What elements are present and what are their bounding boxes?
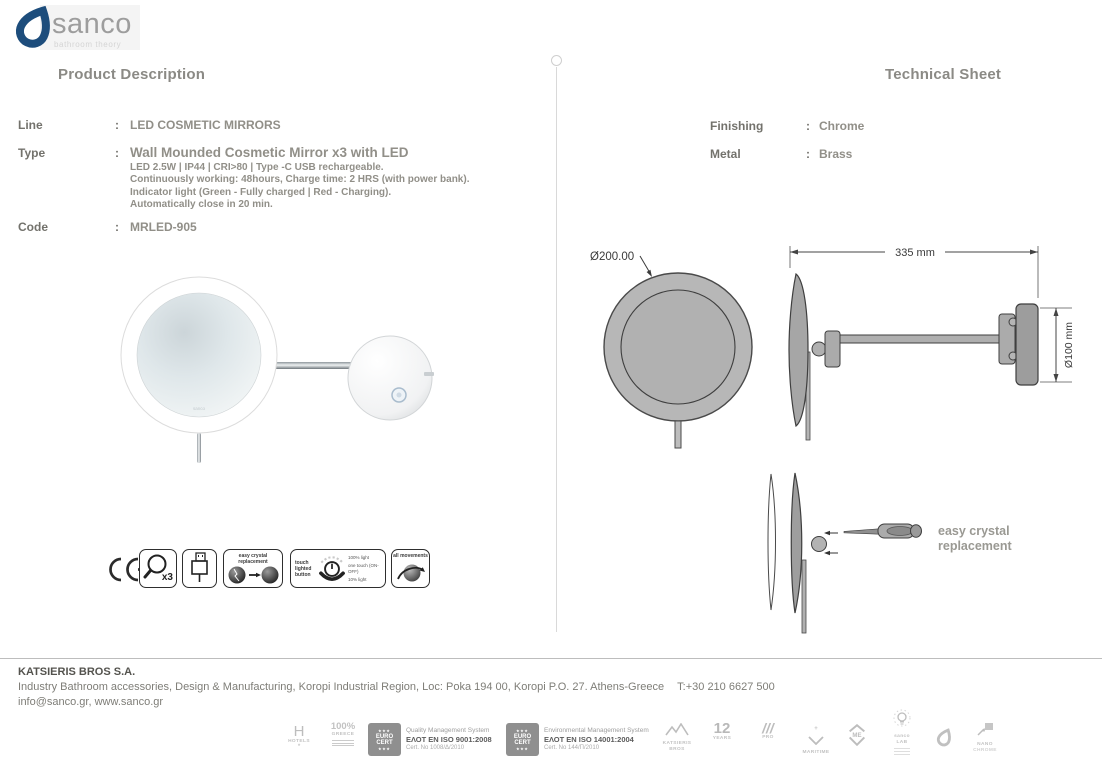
eurocert-seal: ★★★ EURO CERT ★★★ [368,723,401,756]
badge-maritime: + MARITIME [802,726,830,755]
replacement-caption: easy crystal replacement [938,524,1012,553]
usb-feature-box [182,549,217,588]
badge-me [840,724,874,751]
touch-button-feature-box: touch lighted button 100% light one touch (ON-OFF) 10% light [290,549,386,588]
front-view-drawing [582,238,792,460]
lightbulb-icon [892,709,912,729]
usb-plug-icon [184,550,215,585]
leader-arrow [647,270,652,277]
product-photo-mirror [118,266,453,486]
wall-plate [348,336,432,420]
badge-sanco-lab: sanco LAB [884,709,920,755]
field-code-value: MRLED-905 [130,220,197,234]
type-detail-line: Continuously working: 48hours, Charge time: 2 HRS (with power bank). [130,174,470,186]
badge-12-years: 12 YEARS [712,720,732,741]
movements-feature-box [391,549,430,588]
all-movements-icon [394,559,428,585]
back-crystal-outline [768,474,776,610]
field-code-colon: : [115,220,119,234]
brand-name: sanco [52,8,132,40]
sanco-drop-icon [10,4,58,54]
crystal-feature-box: easy crystal replacement [223,549,283,588]
badge-nano-chrome: NANO CHROME [962,722,1008,754]
usb-port [424,372,434,376]
badge-pro: /// PRO [762,720,774,740]
field-line-label: Line [18,118,43,132]
brand-tagline: bathroom theory [54,40,122,49]
side-view-drawing [780,232,1092,467]
badge-iso-9001: ★★★ EURO CERT ★★★ Quality Management System ΕΛΟΤ EN ISO 9001:2008 Cert. No 1008/Δ/2010 [368,723,492,756]
crystal-screw [812,537,827,552]
product-description-title: Product Description [58,66,206,83]
field-line-colon: : [115,118,119,132]
lab-fineprint-lines [894,748,910,755]
magnification-label: x3 [161,572,173,583]
mirror-stem [197,433,201,463]
badge-katsieris-bros: KATSIERIS BROS [653,723,701,753]
type-detail-line: LED 2.5W | IP44 | CRI>80 | Type -C USB rechargeable. [130,162,384,173]
field-line-value: LED COSMETIC MIRRORS [130,118,281,132]
badge-100-greece: 100% GREECE [322,722,364,746]
drop-ring-glyph [933,727,955,751]
touch-dial-icon [316,553,348,585]
movements-label: all movements [393,553,428,559]
vertical-divider [556,67,557,632]
field-type-value: Wall Mounded Cosmetic Mirror x3 with LED [130,145,409,160]
mount-diameter-label: Ø100 mm [1063,321,1075,369]
field-metal-label: Metal [710,147,741,161]
footer-company: KATSIERIS BROS S.A. [18,666,136,678]
greece-stripes-glyph [332,740,354,746]
footer-address-row [18,681,775,693]
footer-phone: T:+30 210 6627 500 [677,681,775,693]
side-mirror-profile [789,274,808,426]
footer-address: Industry Bathroom accessories, Design & Manufacturing, Koropi Industrial Region, Loc: Poka 194 00, Koropi P.O. 27. Athens-Greece [18,681,665,693]
technical-sheet-title: Technical Sheet [885,66,1002,83]
side-ball-joint [812,342,826,356]
crystal-replacement-drawing [740,460,950,645]
badge-hotels: H HOTELS * [288,723,310,750]
screwdriver-shaft [844,529,879,534]
svg-text:ME: ME [852,731,862,739]
mirror-body-profile [791,473,802,613]
type-details [130,162,469,212]
type-detail-line: Indicator light (Green - Fully charged | Red - Charging). [130,186,392,198]
arm-length-label: 335 mm [895,247,935,259]
field-type-label: Type [18,146,46,160]
me-diamond-glyph [846,724,868,746]
side-arm [840,335,1000,343]
crystal-swap-icon [227,565,279,585]
field-code-label: Code [18,220,48,234]
footer-contacts: info@sanco.gr, www.sanco.gr [18,696,164,708]
eurocert-seal: ★★★ EURO CERT ★★★ [506,723,539,756]
field-finishing-value: Chrome [819,119,865,133]
field-metal-colon: : [806,147,810,161]
badge-iso-14001: ★★★ EURO CERT ★★★ Environmental Management System ΕΛΟΤ EN ISO 14001:2004 Cert. No 144/Π/2010 [506,723,649,756]
nano-arrow-glyph [975,722,995,737]
side-wall-disc [1016,304,1038,385]
field-metal-value: Brass [819,147,853,161]
mirror-glass [137,293,261,417]
magnification-feature-box [139,549,177,588]
front-diameter-label: Ø200.00 [590,251,635,263]
field-finishing-label: Finishing [710,119,764,133]
crystal-feature-title: easy crystal [238,553,268,559]
maritime-chevron-glyph [807,736,825,745]
type-detail-line: Automatically close in 20 min. [130,199,273,211]
mountains-glyph [665,723,689,736]
divider-dot [551,55,562,66]
mirror-watermark: sanco [192,406,206,411]
field-type-colon: : [115,146,119,160]
field-finishing-colon: : [806,119,810,133]
badge-sanco-drop [929,727,959,756]
footer-divider [0,658,1102,659]
